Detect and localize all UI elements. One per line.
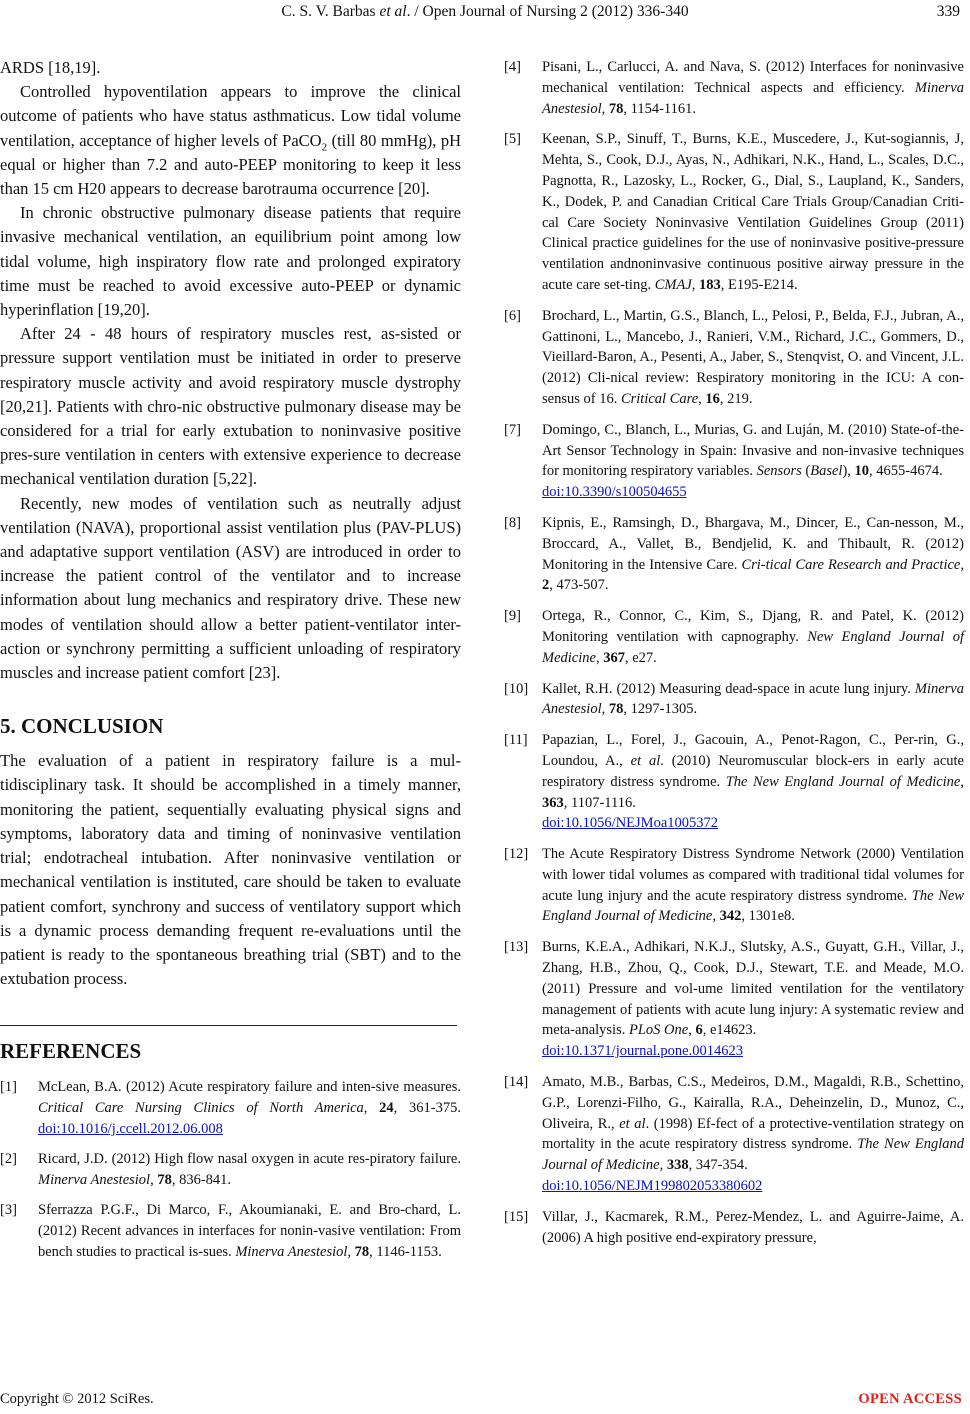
reference-pages: , 1301e8.	[741, 908, 795, 925]
reference-sep: ),	[842, 463, 855, 480]
left-column	[0, 56, 461, 1272]
running-header	[0, 0, 970, 24]
section-heading-conclusion: 5. CONCLUSION	[0, 714, 164, 739]
doi-link[interactable]: doi:10.1056/NEJM199802053380602	[542, 1178, 763, 1195]
reference-sep: ,	[960, 773, 964, 790]
reference-item	[504, 57, 964, 119]
references-heading: REFERENCES	[0, 1039, 142, 1064]
reference-title: . (1998) Ef-fect of a protective-ventilation strategy on mortality in the acute respiratory distress syndrome.	[542, 1115, 964, 1153]
reference-volume: 367	[603, 649, 625, 666]
reference-sep: ,	[347, 1243, 355, 1260]
reference-text	[38, 1149, 461, 1191]
reference-volume: 16	[705, 390, 720, 407]
reference-item	[0, 1200, 461, 1262]
doi-link[interactable]: doi:10.1371/journal.pone.0014623	[542, 1043, 743, 1060]
reference-text	[542, 937, 964, 1062]
reference-sep: ,	[150, 1172, 158, 1188]
reference-pages: , 219.	[719, 390, 753, 407]
reference-journal: New England Journal of Medicine	[542, 628, 964, 666]
reference-journal: The New England Journal of Medicine	[542, 887, 965, 925]
reference-pages: , 836-841.	[171, 1172, 232, 1188]
reference-journal: PLoS One	[628, 1022, 689, 1039]
reference-text	[542, 420, 964, 503]
paragraph-copd: In chronic obstructive pulmonary disease patients that require invasive mechanical ventilation, an equilibrium point among low tidal volume, high inspiratory flow rate and prolonged expiratory time must be reached to avoid excessive auto-PEEP or dynamic hyperinflation [19,20].	[0, 203, 461, 320]
reference-number: [9]	[504, 608, 521, 625]
reference-volume: 363	[542, 794, 564, 811]
reference-number: [3]	[0, 1202, 17, 1219]
reference-number: [10]	[504, 680, 529, 697]
reference-authors-title: Brochard, L., Martin, G.S., Blanch, L., Pelosi, P., Belda, F.J., Jubran, A., Gattinoni, L., Mancebo, J., Ranieri, V.M., Richard, J.C., Gommers, D., Vieillard-Baron, A., Pesenti, A., Jaber, S., Stenqvist, O. and Vincent, J.L. (2012) Cli-nical review: Respiratory monitoring in the ICU: A con-sensus of 16.	[542, 307, 964, 407]
doi-link[interactable]: doi:10.1016/j.ccell.2012.06.008	[38, 1120, 223, 1137]
paragraph-new-modes: Recently, new modes of ventilation such as neutrally adjust ventilation (NAVA), proportional assist ventilation plus (PAV-PLUS) and adaptative support ventilation (ASV) are introduced in order to increase the patient control of the ventilator and to increase information about lung mechanics and respiratory drive. These new modes of ventilation should allow a better patient-ventilator inter-action or synchrony permitting a sufficient unloading of respiratory muscles and increase patient comfort [23].	[0, 493, 461, 683]
reference-title: . (2010) Neuromuscular block-ers in early acute respiratory distress syndrome.	[542, 752, 964, 790]
right-column	[504, 57, 964, 1258]
reference-pages: , 347-354.	[688, 1157, 748, 1174]
reference-number: [5]	[504, 131, 521, 148]
reference-item	[504, 844, 964, 927]
reference-authors-title: Papazian, L., Forel, J., Gacouin, A., Penot-Ragon, C., Per-rin, G., Loundou, A.,	[542, 732, 964, 769]
reference-number: [11]	[504, 732, 528, 749]
reference-etal: et al	[630, 752, 661, 769]
reference-pages: , 473-507.	[549, 577, 609, 594]
reference-authors-title: Villar, J., Kacmarek, R.M., Perez-Mendez, L. and Aguirre-Jaime, A. (2006) A high positive end-expiratory pressure,	[542, 1208, 964, 1246]
paragraph-hypoventilation: Controlled hypoventilation appears to improve the clinical outcome of patients who have status asthmaticus. Low tidal volume ventilation, acceptance of higher levels of PaCO$_2$ (till 80 mmHg), pH equal or higher than 7.2 and auto-PEEP monitoring to keep it less than 15 cm H20 appears to decrease barotrauma occurrence [20].	[0, 82, 462, 199]
reference-journal: The New England Journal of Medicine	[542, 1136, 965, 1174]
reference-item	[504, 420, 964, 503]
reference-journal: Minerva Anestesiol	[542, 79, 964, 117]
reference-sep: ,	[601, 100, 609, 117]
reference-authors-title: Ortega, R., Connor, C., Kim, S., Djang, R. and Patel, K. (2012) Monitoring ventilation with capnography.	[542, 608, 964, 645]
reference-sep: ,	[960, 556, 964, 573]
reference-pages: , 1107-1116.	[563, 794, 636, 811]
reference-item	[504, 129, 964, 295]
paragraph-continued: ARDS [18,19].	[0, 58, 101, 77]
reference-text	[542, 57, 964, 119]
reference-authors-title: Kipnis, E., Ramsingh, D., Bhargava, M., Dincer, E., Can-nesson, M., Broccard, A., Vallet, B., Bendjelid, K. and Thibault, R. (2012) Monitoring in the Intensive Care.	[542, 514, 964, 573]
reference-text	[542, 306, 964, 410]
reference-pages: , e14623.	[702, 1022, 757, 1039]
reference-authors-title: Pisani, L., Carlucci, A. and Nava, S. (2012) Interfaces for noninvasive mechanical ventilation: Technical aspects and efficiency.	[542, 59, 964, 96]
reference-volume: 78	[608, 100, 624, 117]
reference-journal: Minerva Anestesiol	[38, 1172, 151, 1188]
reference-item	[504, 306, 964, 410]
reference-volume: 78	[354, 1243, 370, 1260]
reference-item	[0, 1149, 461, 1191]
reference-pages: , e27.	[624, 649, 657, 666]
reference-sep: ,	[691, 276, 700, 293]
reference-sep: ,	[659, 1157, 667, 1174]
reference-text	[542, 844, 964, 927]
reference-item	[504, 1072, 964, 1197]
divider	[0, 1025, 457, 1026]
reference-journal: The New England Journal of Medicine	[725, 773, 961, 790]
reference-journal: Minerva Anestesiol	[542, 680, 964, 718]
reference-sep: ,	[595, 649, 604, 666]
doi-link[interactable]: doi:10.3390/s100504655	[542, 484, 687, 501]
reference-sep: ,	[698, 390, 706, 407]
reference-journal: Cri-tical Care Research and Practice	[741, 556, 961, 573]
reference-authors-title: Kallet, R.H. (2012) Measuring dead-space in acute lung injury.	[542, 680, 915, 697]
reference-volume: 24	[379, 1100, 394, 1117]
page-footer	[0, 1389, 970, 1411]
reference-text	[542, 129, 964, 295]
references-list-left	[0, 1077, 461, 1262]
references-list-right	[504, 57, 964, 1248]
reference-number: [12]	[504, 846, 529, 863]
reference-journal: Sensors	[756, 463, 802, 480]
reference-item	[504, 513, 964, 596]
reference-authors-title: Keenan, S.P., Sinuff, T., Burns, K.E., Muscedere, J., Kut-sogiannis, J, Mehta, S., Cook, D.J., Ayas, N., Adhikari, N.K., Hand, L., Scales, D.C., Pagnotta, R., Lazosky, L., Rocker, G., Dial, S., Laupland, K., Sanders, K., Dodek, P. and Canadian Critical Care Trials Group/Canadian Criti-cal Care Society Noninvasive Ventilation Guidelines Group (2011) Clinical practice guidelines for the use of noninvasive positive-pressure ventilation andnoninvasive continuous positive airway pressure in the acute care set-ting.	[542, 131, 964, 293]
reference-item	[504, 730, 964, 834]
reference-number: [7]	[504, 421, 521, 438]
reference-volume: 338	[666, 1157, 689, 1174]
reference-item	[0, 1077, 461, 1139]
reference-pages: , E195-E214.	[720, 276, 798, 293]
page-number: 339	[936, 3, 960, 20]
reference-etal: et al	[619, 1115, 646, 1132]
reference-journal: Minerva Anestesiol	[235, 1243, 348, 1260]
reference-pages: , 1146-1153.	[369, 1243, 442, 1260]
reference-journal-place: Basel	[810, 463, 843, 480]
reference-volume: 6	[695, 1022, 703, 1039]
reference-volume: 183	[699, 276, 721, 293]
reference-authors-title: Burns, K.E.A., Adhikari, N.K.J., Slutsky, A.S., Guyatt, G.H., Villar, J., Zhang, H.B., Zhou, Q., Cook, D.J., Stewart, T.E. and Meade, M.O. (2011) Pressure and vol-ume limited ventilation for the ventilatory management of patients with acute lung injury: A systematic review and meta-analysis.	[542, 939, 964, 1039]
reference-volume: 78	[608, 701, 624, 718]
reference-number: [13]	[504, 939, 529, 956]
reference-number: [1]	[0, 1079, 17, 1096]
reference-pages: , 1297-1305.	[623, 701, 698, 718]
reference-journal: Critical Care	[620, 390, 699, 407]
reference-text	[542, 1207, 964, 1249]
reference-pages: , 361-375.	[393, 1100, 461, 1117]
reference-volume: 342	[719, 908, 742, 925]
reference-text	[542, 679, 964, 721]
reference-authors-title: Sferrazza P.G.F., Di Marco, F., Akoumianaki, E. and Bro-chard, L. (2012) Recent advances in interfaces for nonin-vasive ventilation: From bench studies to practical is-sues.	[38, 1202, 461, 1260]
reference-sep: ,	[363, 1100, 380, 1117]
paragraph-weaning: After 24 - 48 hours of respiratory muscles rest, as-sisted or pressure support ventilation must be initiated in order to preserve respiratory muscle activity and avoid respiratory muscle dystrophy [20,21]. Patients with chro-nic obstructive pulmonary disease may be considered for a trial for early extubation to noninvasive positive pres-sure ventilation in centers with extensive experience to decrease mechanical ventilation duration [5,22].	[0, 324, 461, 489]
reference-volume: 2	[542, 577, 550, 594]
reference-number: [6]	[504, 307, 521, 324]
reference-pages: , 4655-4674.	[869, 463, 943, 480]
reference-text	[542, 1072, 964, 1197]
reference-sep: ,	[601, 701, 609, 718]
reference-item	[504, 606, 964, 668]
reference-sep: ,	[712, 908, 720, 925]
reference-journal: CMAJ	[654, 276, 692, 293]
reference-text	[542, 606, 964, 668]
reference-volume: 78	[157, 1172, 172, 1188]
reference-authors-title: The Acute Respiratory Distress Syndrome Network (2000) Ventilation with lower tidal volumes as compared with traditional tidal volumes for acute lung injury and the acute respiratory distress syndrome.	[542, 846, 964, 904]
reference-text	[542, 730, 964, 834]
copyright-notice: Copyright © 2012 SciRes.	[0, 1391, 154, 1407]
reference-journal: Critical Care Nursing Clinics of North America	[38, 1100, 364, 1117]
reference-number: [4]	[504, 59, 521, 75]
reference-number: [2]	[0, 1151, 17, 1168]
open-access-badge: OPEN ACCESS	[858, 1391, 962, 1407]
reference-authors-title: McLean, B.A. (2012) Acute respiratory failure and inten-sive measures.	[38, 1079, 461, 1096]
reference-volume: 10	[854, 463, 870, 480]
doi-link[interactable]: doi:10.1056/NEJMoa1005372	[542, 815, 719, 832]
reference-item	[504, 679, 964, 721]
reference-number: [15]	[504, 1208, 529, 1225]
reference-authors-title: Ricard, J.D. (2012) High flow nasal oxygen in acute res-piratory failure.	[38, 1151, 461, 1168]
reference-text	[542, 513, 964, 596]
reference-text	[38, 1077, 461, 1139]
reference-sep: ,	[688, 1022, 696, 1039]
reference-authors-title: Domingo, C., Blanch, L., Murias, G. and Luján, M. (2010) State-of-the-Art Sensor Technology in Spain: Invasive and non-invasive techniques for monitoring respiratory variables.	[542, 421, 964, 480]
reference-text	[38, 1200, 461, 1262]
reference-sep: (	[801, 463, 811, 480]
running-title: C. S. V. Barbas et al. / Open Journal of Nursing 2 (2012) 336-340	[281, 3, 689, 20]
reference-item	[504, 937, 964, 1062]
reference-authors-title: Amato, M.B., Barbas, C.S., Medeiros, D.M., Magaldi, R.B., Schettino, G.P., Lorenzi-Filho, G., Kairalla, R.A., Deheinzelin, D., Munoz, C., Oliveira, R.,	[542, 1074, 964, 1132]
reference-number: [14]	[504, 1074, 529, 1091]
paragraph-conclusion: The evaluation of a patient in respiratory failure is a mul-tidisciplinary task. It should be accomplished in a timely manner, monitoring the patient, sequentially evaluating physical signs and symptoms, laboratory data and timing of noninvasive ventilation trial; endotracheal intubation. After noninvasive ventilation or mechanical ventilation is instituted, care should be taken to evaluate patient comfort, synchrony and success of ventilatory support which is a dynamic process demanding frequent re-evaluations until the patient is ready to the spontaneous breathing trial (SBT) and to the extubation process.	[0, 751, 461, 989]
reference-number: [8]	[504, 514, 521, 531]
reference-item	[504, 1207, 964, 1249]
reference-pages: , 1154-1161.	[623, 100, 696, 117]
